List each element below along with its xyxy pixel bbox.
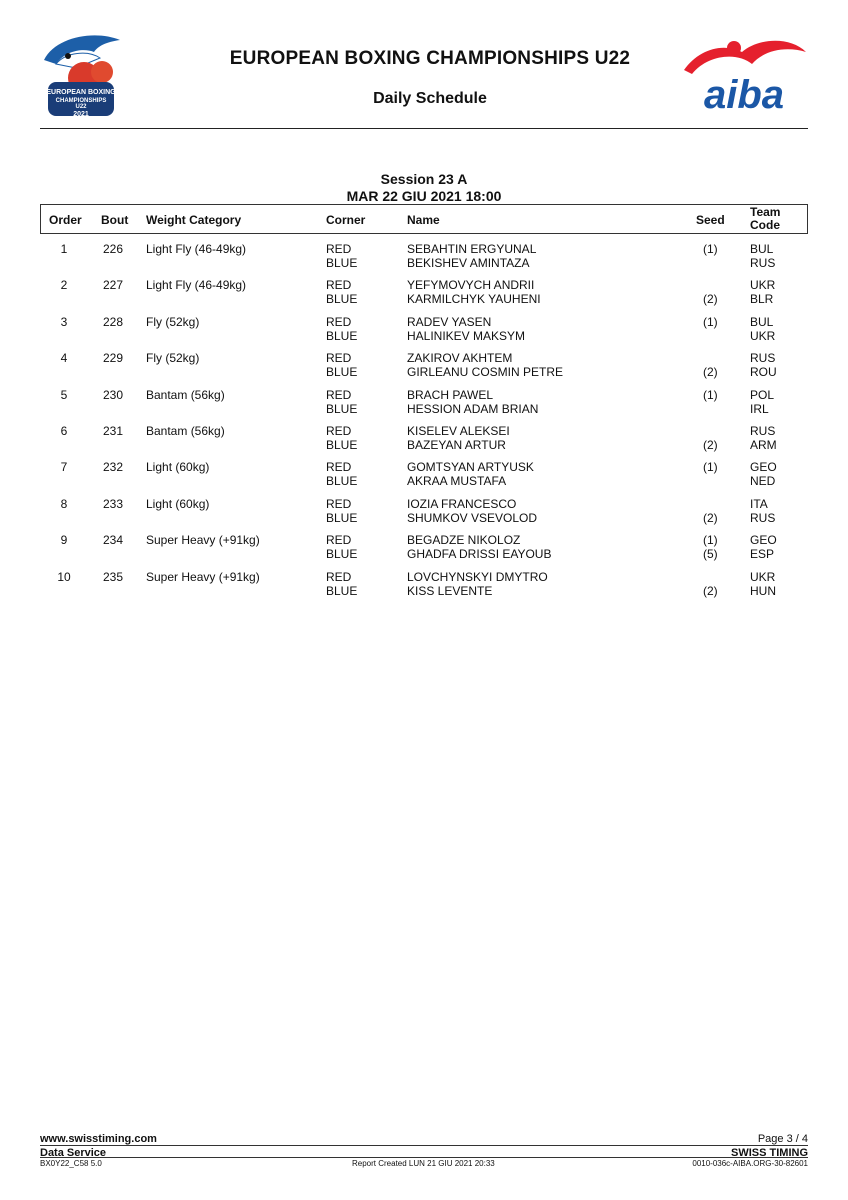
corner-red-cell: RED [326,314,352,329]
order-cell: 1 [60,242,68,256]
blue-seed: (2) [703,365,718,380]
bout-cell: 229 [103,351,124,366]
blue-boxer-name: GIRLEANU COSMIN PETRE [407,365,564,380]
red-team-code: BUL [750,242,774,256]
blue-seed: (2) [703,510,718,525]
shark-boxing-logo-icon [36,30,126,122]
red-team-code: UKR [750,278,776,293]
red-boxer-name: KISELEV ALEKSEI [407,424,510,438]
red-boxer-name: BRACH PAWEL [407,387,494,402]
order-cell: 4 [60,351,68,366]
table-row [0,351,848,381]
weight-category-cell: Light Fly (46-49kg) [146,242,247,256]
footer-doc-id: 0010-036c-AIBA.ORG-30-82601 [692,1159,808,1168]
weight-category-cell: Light Fly (46-49kg) [146,278,247,293]
col-weight-category: Weight Category [146,213,242,227]
corner-red-cell: RED [326,533,352,548]
table-row [0,388,848,418]
session-title: Session 23 A [380,171,468,187]
bout-cell: 231 [103,424,124,438]
table-row [0,315,848,345]
aiba-logo-icon [678,34,810,114]
blue-boxer-name: GHADFA DRISSI EAYOUB [407,547,552,562]
order-cell: 6 [60,424,68,438]
corner-blue-cell: BLUE [326,547,358,562]
logo-text-line: 2021 [73,111,89,118]
corner-red-cell: RED [326,496,352,511]
red-team-code: BUL [750,314,774,329]
red-seed: (1) [703,460,718,475]
corner-red-cell: RED [326,460,352,475]
table-row [0,460,848,490]
blue-team-code: UKR [750,328,776,343]
corner-blue-cell: BLUE [326,510,358,525]
bout-cell: 226 [103,242,124,256]
red-team-code: ITA [750,496,768,511]
weight-category-cell: Bantam (56kg) [146,424,225,438]
col-corner: Corner [326,213,366,227]
red-boxer-name: LOVCHYNSKYI DMYTRO [407,569,548,584]
footer-page-number: Page 3 / 4 [757,1133,808,1145]
blue-team-code: ARM [750,438,777,452]
table-row [0,533,848,563]
red-boxer-name: ZAKIROV AKHTEM [407,351,513,366]
blue-team-code: HUN [750,583,776,598]
red-boxer-name: RADEV YASEN [407,314,492,329]
weight-category-cell: Bantam (56kg) [146,387,225,402]
order-cell: 9 [60,533,68,548]
weight-category-cell: Light (60kg) [146,460,210,475]
order-cell: 3 [60,314,68,329]
table-row [0,424,848,454]
aiba-logo [678,34,810,114]
footer-divider [40,1145,808,1146]
bout-cell: 234 [103,533,124,548]
blue-boxer-name: KARMILCHYK YAUHENI [407,292,541,307]
table-header [40,204,808,234]
corner-blue-cell: BLUE [326,256,358,270]
table-row [0,497,848,527]
col-name: Name [407,213,440,227]
red-team-code: GEO [750,533,777,548]
footer-divider-2 [40,1157,808,1158]
blue-team-code: NED [750,474,776,489]
col-order: Order [49,213,82,227]
blue-boxer-name: BEKISHEV AMINTAZA [407,256,530,270]
footer-website: www.swisstiming.com [40,1133,157,1145]
col-team-code-line1: Team [750,205,781,219]
weight-category-cell: Fly (52kg) [146,314,200,329]
red-seed: (1) [703,314,718,329]
order-cell: 8 [60,496,68,511]
bout-cell: 235 [103,569,124,584]
table-row [0,570,848,600]
red-boxer-name: SEBAHTIN ERGYUNAL [407,242,537,256]
blue-boxer-name: HALINIKEV MAKSYM [407,328,526,343]
aiba-wordmark: aiba [703,73,785,114]
bout-cell: 233 [103,496,124,511]
blue-team-code: RUS [750,510,776,525]
col-team-code [750,206,780,232]
logo-text-line: CHAMPIONSHIPS [55,98,107,104]
blue-team-code: IRL [750,401,769,416]
corner-blue-cell: BLUE [326,365,358,380]
table-row [0,278,848,308]
blue-seed: (2) [703,292,718,307]
blue-team-code: BLR [750,292,774,307]
order-cell: 5 [60,387,68,402]
red-boxer-name: IOZIA FRANCESCO [407,496,517,511]
footer-data-service: Data Service [40,1147,107,1159]
bout-cell: 230 [103,387,124,402]
weight-category-cell: Super Heavy (+91kg) [146,533,260,548]
order-cell: 2 [60,278,68,293]
blue-seed: (2) [703,438,718,452]
red-boxer-name: BEGADZE NIKOLOZ [407,533,521,548]
blue-boxer-name: KISS LEVENTE [407,583,493,598]
red-team-code: RUS [750,351,776,366]
blue-boxer-name: AKRAA MUSTAFA [407,474,507,489]
weight-category-cell: Super Heavy (+91kg) [146,569,260,584]
corner-red-cell: RED [326,351,352,366]
red-team-code: POL [750,387,775,402]
weight-category-cell: Light (60kg) [146,496,210,511]
order-cell: 10 [57,569,71,584]
red-seed: (1) [703,387,718,402]
red-team-code: RUS [750,424,776,438]
col-team-code-line2: Code [750,218,780,232]
corner-blue-cell: BLUE [326,583,358,598]
blue-team-code: ROU [750,365,777,380]
corner-red-cell: RED [326,242,352,256]
page-subtitle: Daily Schedule [373,90,487,107]
corner-blue-cell: BLUE [326,401,358,416]
order-cell: 7 [60,460,68,475]
logo-text-line: EUROPEAN BOXING [46,89,116,96]
corner-blue-cell: BLUE [326,328,358,343]
red-seed: (1) [703,533,718,548]
blue-team-code: RUS [750,256,776,270]
session-datetime: MAR 22 GIU 2021 18:00 [346,188,502,204]
header-divider [40,128,808,129]
corner-blue-cell: BLUE [326,292,358,307]
logo-text-line: U22 [75,104,87,110]
blue-boxer-name: BAZEYAN ARTUR [407,438,506,452]
page-title: EUROPEAN BOXING CHAMPIONSHIPS U22 [229,48,631,69]
corner-blue-cell: BLUE [326,474,358,489]
blue-team-code: ESP [750,547,775,562]
blue-seed: (5) [703,547,718,562]
red-boxer-name: YEFYMOVYCH ANDRII [407,278,535,293]
red-boxer-name: GOMTSYAN ARTYUSK [407,460,534,475]
blue-boxer-name: SHUMKOV VSEVOLOD [407,510,538,525]
footer-brand: SWISS TIMING [731,1147,808,1159]
footer-doc-code: BX0Y22_C58 5.0 [40,1159,102,1168]
eubc-u22-logo [36,30,126,122]
red-team-code: UKR [750,569,776,584]
table-row [0,242,848,272]
corner-red-cell: RED [326,424,352,438]
weight-category-cell: Fly (52kg) [146,351,200,366]
corner-red-cell: RED [326,387,352,402]
bout-cell: 232 [103,460,124,475]
red-team-code: GEO [750,460,777,475]
red-seed: (1) [703,242,718,256]
bout-cell: 227 [103,278,124,293]
corner-red-cell: RED [326,278,352,293]
col-seed: Seed [696,213,725,227]
footer-report-created: Report Created LUN 21 GIU 2021 20:33 [352,1159,495,1168]
blue-boxer-name: HESSION ADAM BRIAN [407,401,539,416]
blue-seed: (2) [703,583,718,598]
bout-cell: 228 [103,314,124,329]
corner-red-cell: RED [326,569,352,584]
col-bout: Bout [101,213,129,227]
corner-blue-cell: BLUE [326,438,358,452]
